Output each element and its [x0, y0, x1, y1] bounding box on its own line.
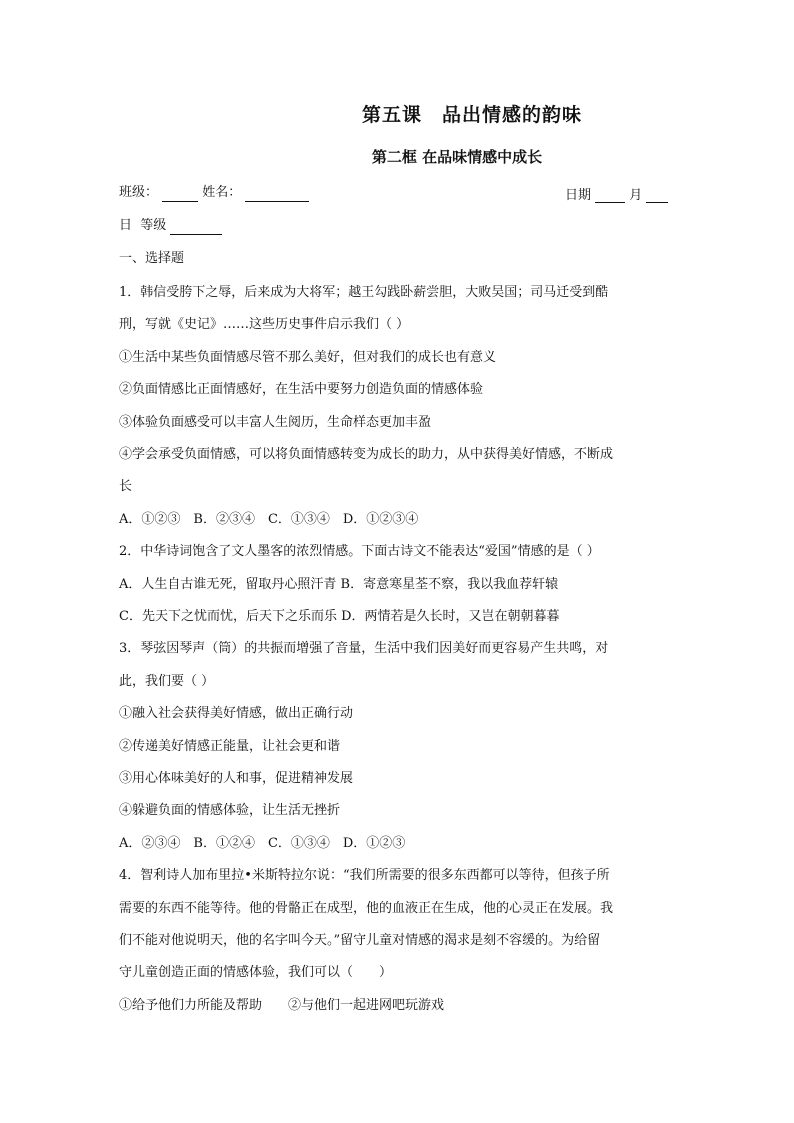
question-line: A．①②③ B．②③④ C．①③④ D．①②③④: [119, 512, 419, 527]
date-field: [565, 184, 668, 203]
section-heading: 一、选择题: [119, 251, 185, 266]
question-line: ②负面情感比正面情感好，在生活中要努力创造负面的情感体验: [119, 382, 484, 397]
date-label: 日期: [565, 188, 592, 203]
question-line: A．②③④ B．①②④ C．①③④ D．①②③: [119, 836, 406, 851]
question-line: ③体验负面感受可以丰富人生阅历，生命样态更加丰盈: [119, 415, 432, 430]
question-line: ④躲避负面的情感体验，让生活无挫折: [119, 803, 341, 818]
question-line: ①生活中某些负面情感尽管不那么美好，但对我们的成长也有意义: [119, 350, 497, 365]
class-label: 班级：: [119, 185, 159, 200]
page-subtitle: 第二框 在品味情感中成长: [371, 148, 543, 166]
question-line: 守儿童创造正面的情感体验，我们可以（ ）: [119, 965, 393, 980]
question-line: 4．智利诗人加布里拉•米斯特拉尔说：“我们所需要的很多东西都可以等待，但孩子所: [119, 868, 610, 883]
question-line: 们不能对他说明天，他的名字叫今天。”留守儿童对情感的渴求是刻不容缓的。为给留: [119, 933, 601, 948]
page-title: 第五课 品出情感的韵味: [361, 104, 582, 126]
grade-label: 等级: [140, 218, 167, 233]
question-line: ③用心体味美好的人和事，促进精神发展: [119, 771, 354, 786]
grade-row: [119, 217, 679, 235]
month-label: 月: [629, 188, 643, 203]
name-blank: [245, 187, 309, 202]
question-line: 3．琴弦因琴声（筒）的共振而增强了音量，生活中我们因美好而更容易产生共鸣，对: [119, 641, 609, 656]
day-label: 日: [119, 218, 133, 233]
date-month-blank: [595, 188, 625, 203]
question-line: 刑，写就《史记》……这些历史事件启示我们（ ）: [119, 317, 410, 332]
date-day-blank: [646, 188, 668, 203]
question-line: 1．韩信受胯下之辱，后来成为大将军；越王勾践卧薪尝胆，大败吴国；司马迁受到酷: [119, 285, 609, 300]
question-line: 2．中华诗词饱含了文人墨客的浓烈情感。下面古诗文不能表达“爱国”情感的是（ ）: [119, 544, 600, 559]
question-line: 长: [119, 479, 133, 494]
class-blank: [162, 187, 198, 202]
question-line: ①融入社会获得美好情感，做出正确行动: [119, 706, 354, 721]
question-line: ④学会承受负面情感，可以将负面情感转变为成长的助力，从中获得美好情感，不断成: [119, 447, 614, 462]
question-line: ②传递美好情感正能量，让社会更和谐: [119, 739, 341, 754]
name-label: 姓名：: [202, 185, 242, 200]
grade-blank: [170, 220, 222, 235]
question-line: 此，我们要（ ）: [119, 674, 215, 689]
question-line: C．先天下之忧而忧，后天下之乐而乐 D．两情若是久长时，又岂在朝朝暮暮: [119, 609, 560, 624]
question-line: ①给予他们力所能及帮助 ②与他们一起进网吧玩游戏: [119, 998, 445, 1013]
question-line: 需要的东西不能等待。他的骨骼正在成型，他的血液正在生成，他的心灵正在发展。我: [119, 901, 614, 916]
question-line: A．人生自古谁无死，留取丹心照汗青 B．寄意寒星荃不察，我以我血荐轩辕: [119, 577, 559, 592]
